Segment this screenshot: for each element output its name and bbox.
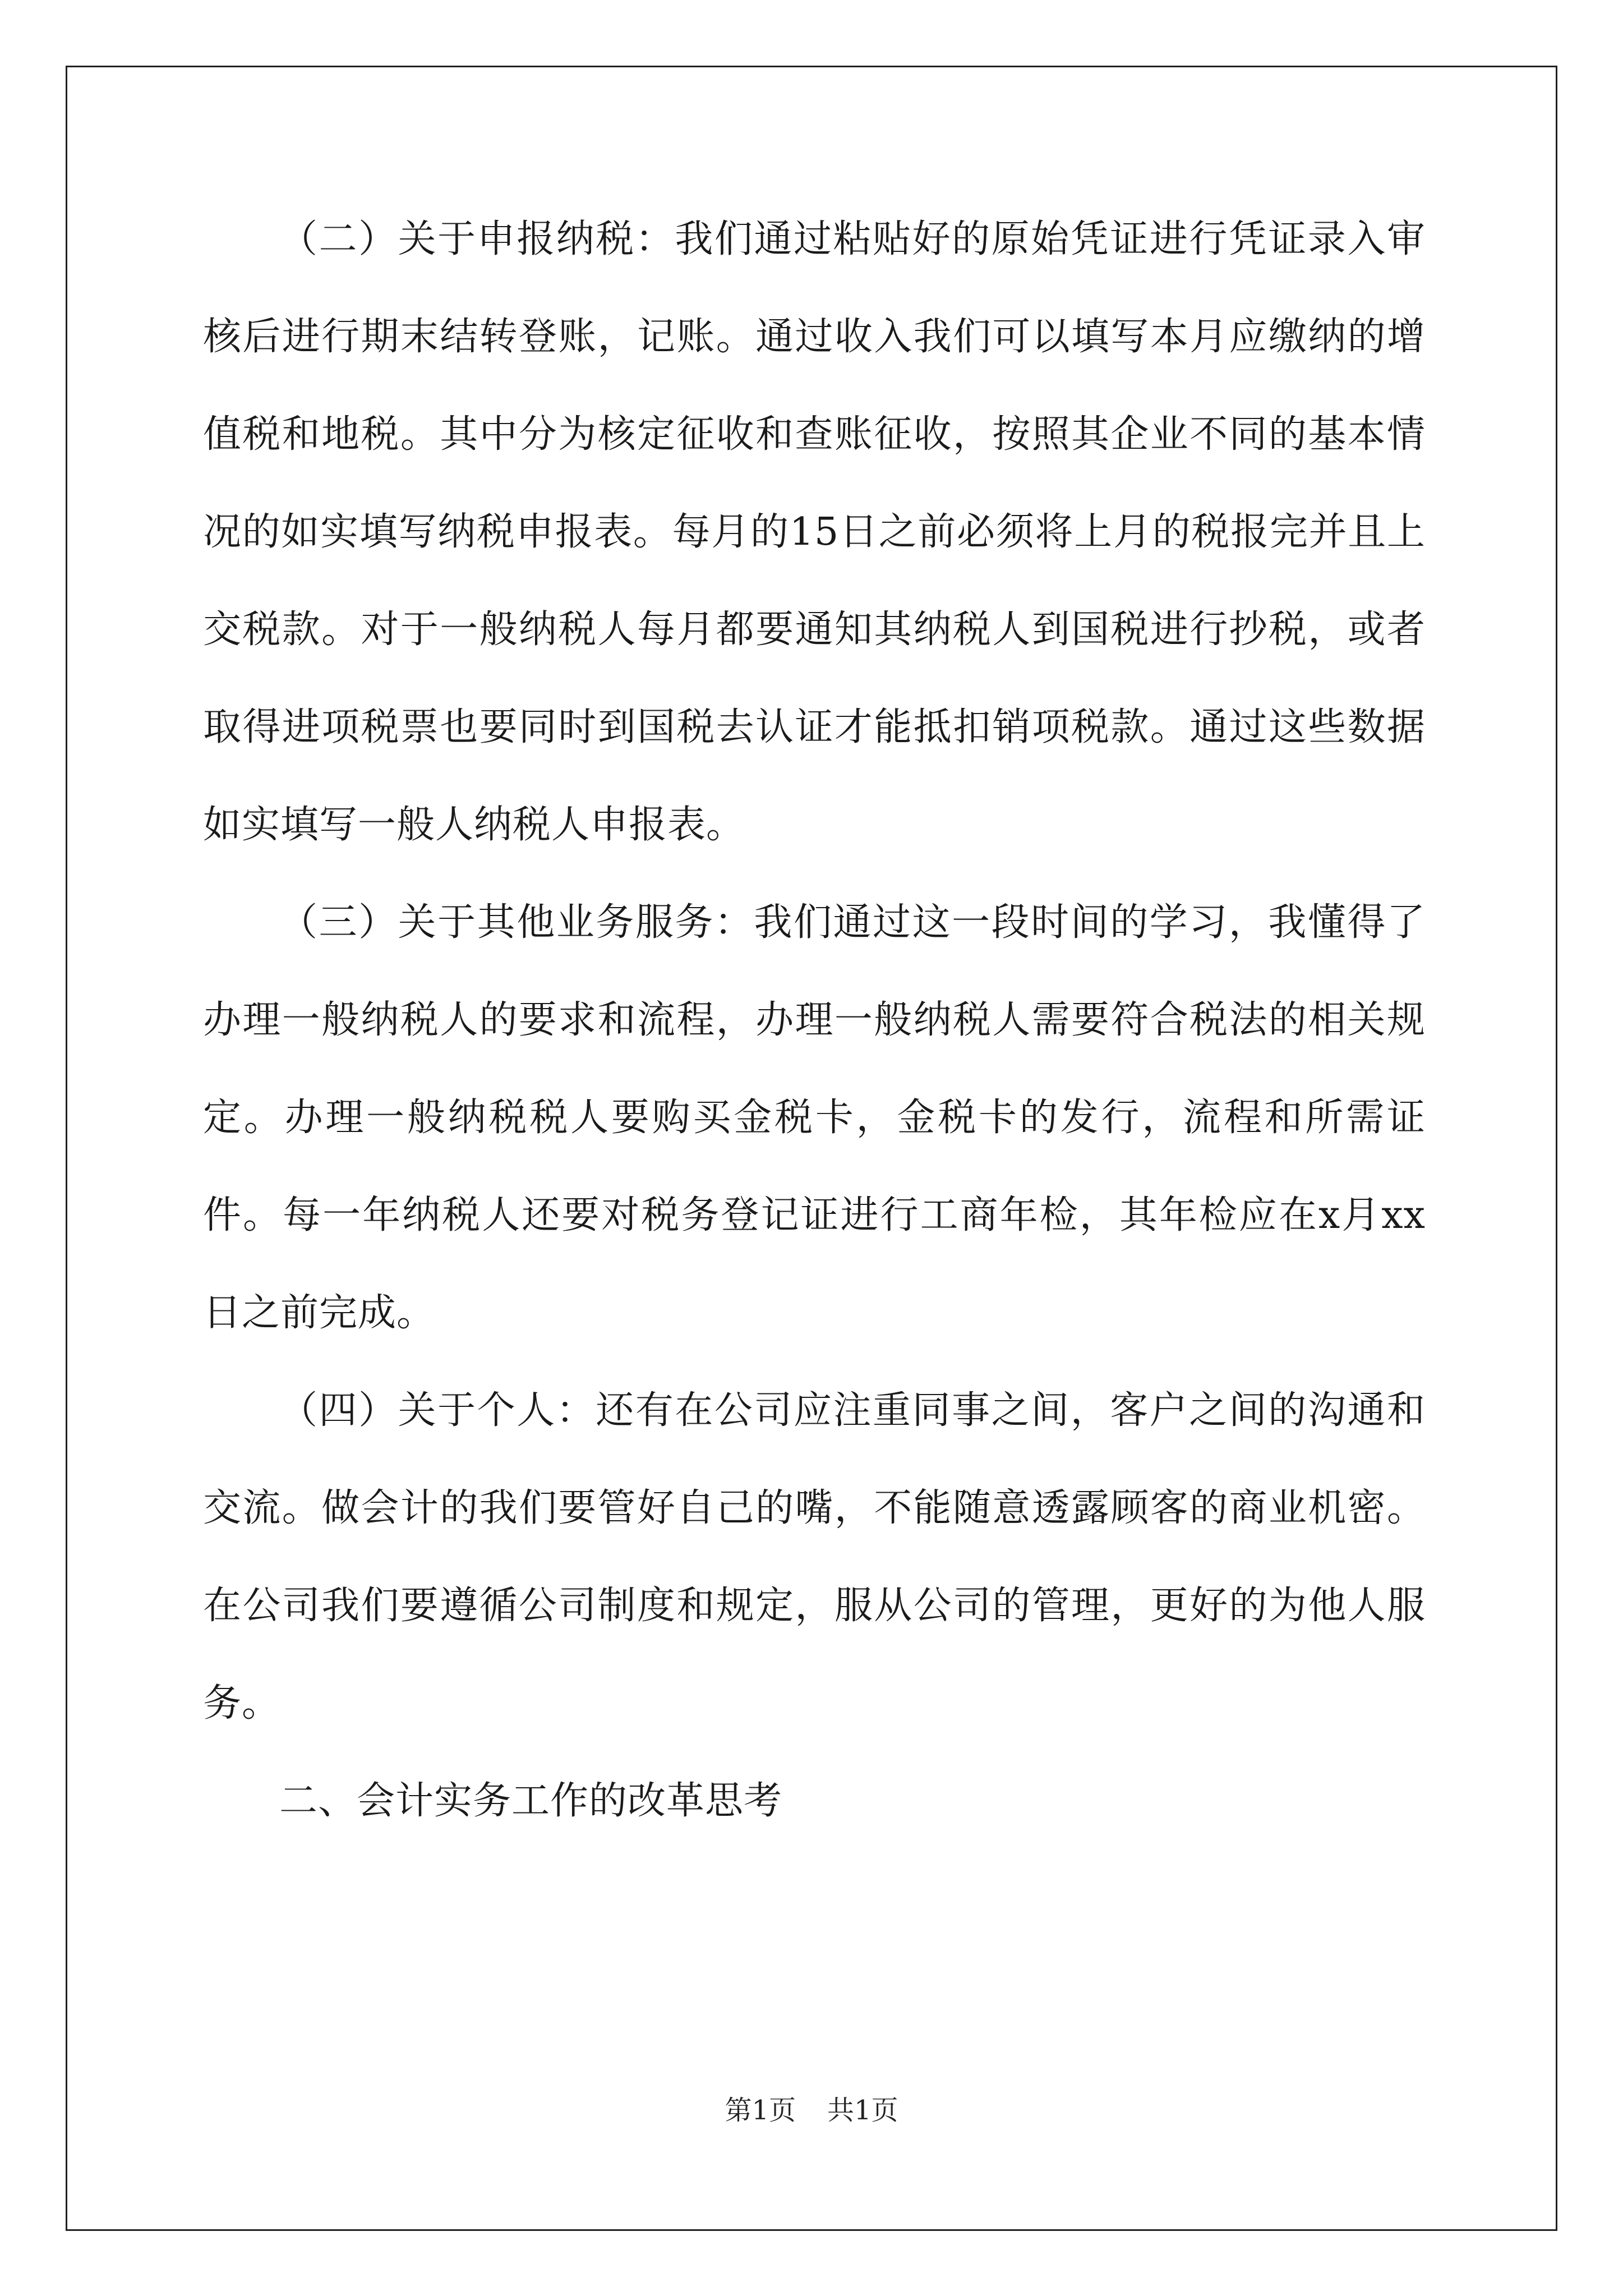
page-total: 共1页 [827, 2095, 898, 2126]
paragraph-personal: （四）关于个人：还有在公司应注重同事之间，客户之间的沟通和交流。做会计的我们要管好自己的嘴，不能随意透露顾客的商业机密。在公司我们要遵循公司制度和规定，服从公司的管理，更好的为他人服务。 [203, 1388, 1426, 1726]
document-body [203, 191, 1426, 1850]
page-number: 第1页 [725, 2095, 796, 2126]
section-heading: 二、会计实务工作的改革思考 [279, 1779, 783, 1823]
paragraph-other-services: （三）关于其他业务服务：我们通过这一段时间的学习，我懂得了办理一般纳税人的要求和流程，办理一般纳税人需要符合税法的相关规定。办理一般纳税税人要购买金税卡，金税卡的发行，流程和所需证件。每一年纳税人还要对税务登记证进行工商年检，其年检应在x月xx日之前完成。 [203, 900, 1426, 1335]
paragraph-tax-declaration: （二）关于申报纳税：我们通过粘贴好的原始凭证进行凭证录入审核后进行期末结转登账，记账。通过收入我们可以填写本月应缴纳的增值税和地税。其中分为核定征收和查账征收，按照其企业不同的基本情况的如实填写纳税申报表。每月的15日之前必须将上月的税报完并且上交税款。对于一般纳税人每月都要通知其纳税人到国税进行抄税，或者取得进项税票也要同时到国税去认证才能抵扣销项税款。通过这些数据如实填写一般人纳税人申报表。 [203, 217, 1426, 847]
page-footer [0, 2093, 1623, 2127]
